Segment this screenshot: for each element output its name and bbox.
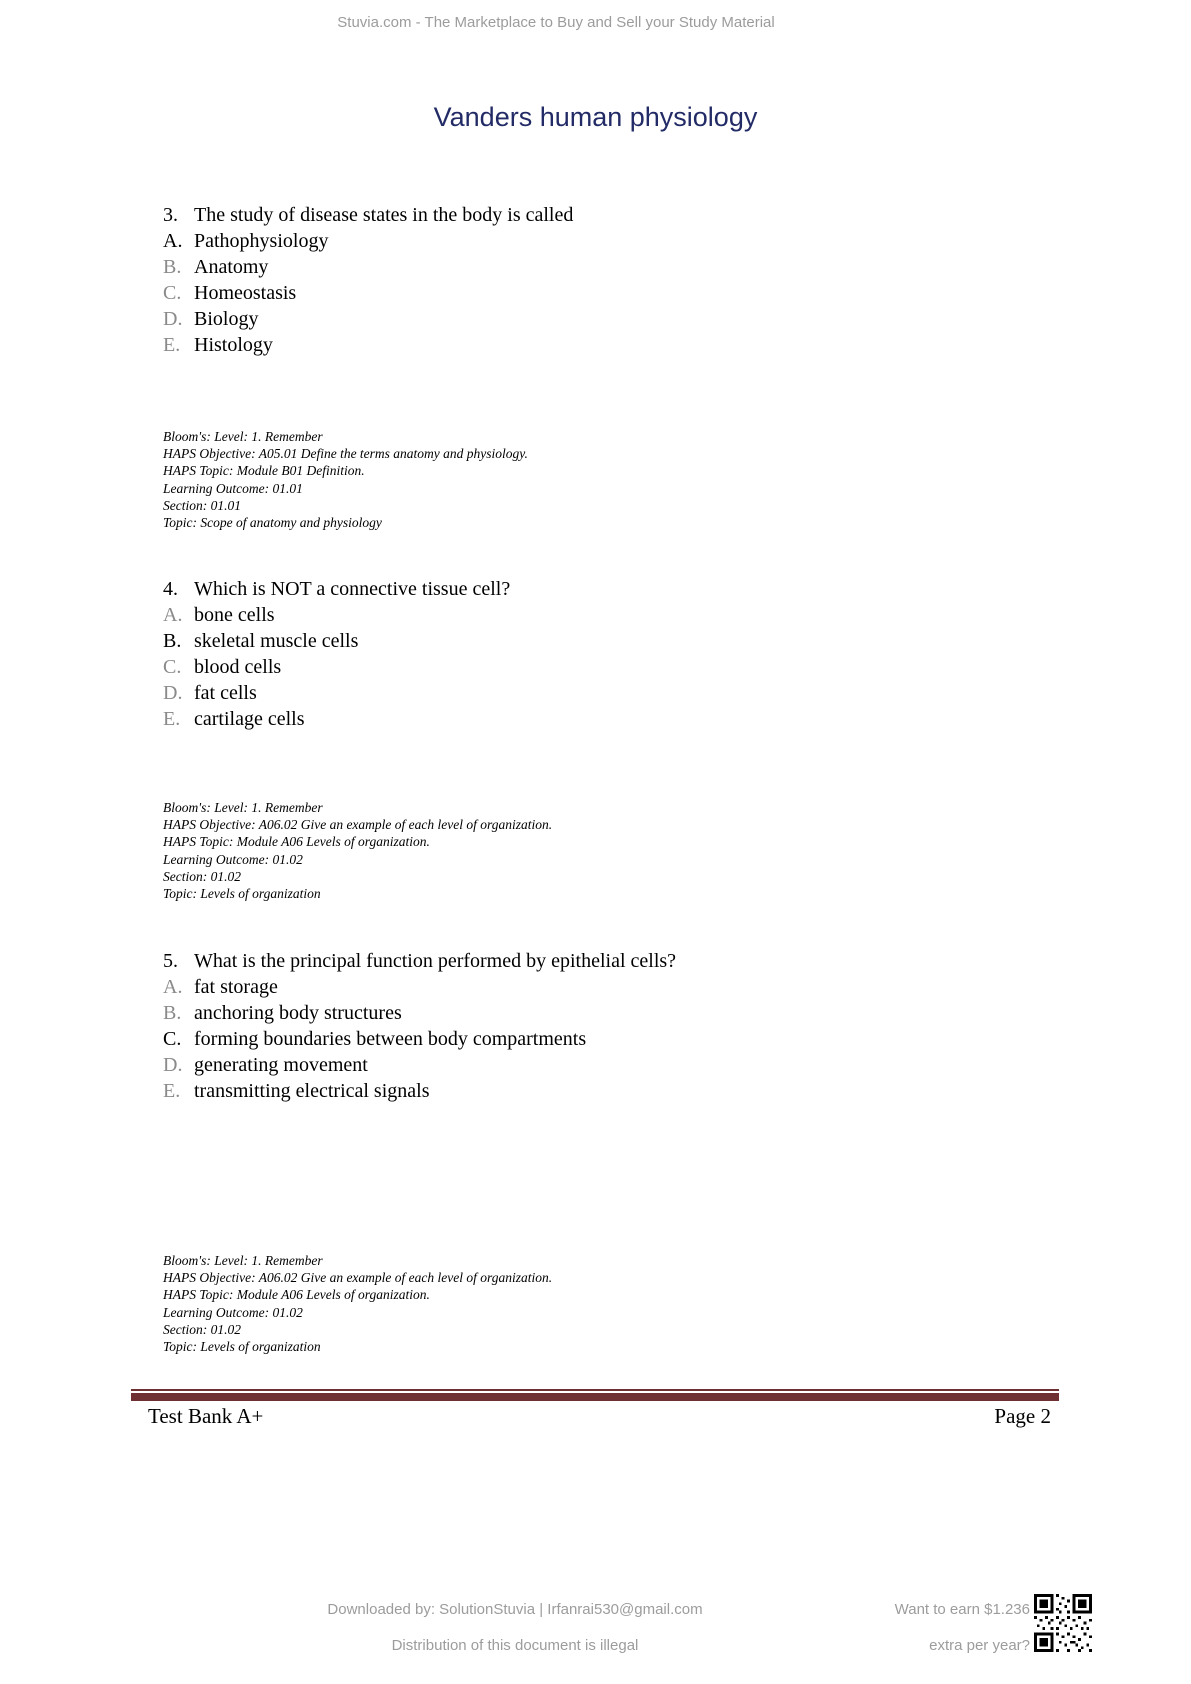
option-text: Homeostasis: [194, 282, 297, 304]
option-letter: B.: [163, 256, 182, 278]
option-letter: C.: [163, 282, 182, 304]
option-row: [163, 1000, 1043, 1026]
question-line: [163, 948, 1043, 974]
distribution-warning-line: Distribution of this document is illegal: [391, 1637, 639, 1654]
question-number: 3.: [163, 204, 178, 226]
option-row: [163, 254, 1043, 280]
option-row: [163, 306, 1043, 332]
meta-line: Bloom's: Level: 1. Remember: [163, 1253, 323, 1268]
option-text: skeletal muscle cells: [194, 630, 359, 652]
option-letter: C.: [163, 1028, 182, 1050]
option-letter: E.: [163, 1080, 181, 1102]
meta-line: HAPS Objective: A05.01 Define the terms anatomy and physiology.: [163, 446, 528, 462]
option-text: blood cells: [194, 656, 282, 678]
option-row: [163, 332, 1043, 358]
meta-line: Section: 01.02: [163, 1321, 241, 1337]
question-text: Which is NOT a connective tissue cell?: [194, 578, 511, 600]
question-block-4: [163, 576, 1043, 732]
option-row: [163, 654, 1043, 680]
option-letter: C.: [163, 656, 182, 678]
meta-line: Topic: Levels of organization: [163, 1339, 321, 1355]
question-line: [163, 202, 1043, 228]
option-text: generating movement: [194, 1054, 368, 1076]
option-text: fat cells: [194, 682, 257, 704]
meta-line: HAPS Topic: Module A06 Levels of organization.: [163, 1287, 430, 1303]
meta-line: Bloom's: Level: 1. Remember: [163, 800, 323, 815]
page-footer: [148, 1404, 1051, 1429]
meta-line: Topic: Scope of anatomy and physiology: [163, 515, 382, 531]
option-text: Anatomy: [194, 256, 269, 278]
question-block-3: [163, 202, 1043, 358]
meta-line: Learning Outcome: 01.01: [163, 480, 303, 496]
option-row: [163, 1052, 1043, 1078]
meta-line: Topic: Levels of organization: [163, 886, 321, 902]
option-text: fat storage: [194, 976, 278, 998]
question-text: The study of disease states in the body is called: [194, 204, 574, 226]
option-letter: A.: [163, 604, 183, 626]
option-text: bone cells: [194, 604, 275, 626]
option-row: [163, 680, 1043, 706]
question-number: 5.: [163, 950, 178, 972]
question-block-5: [163, 948, 1043, 1104]
question-number: 4.: [163, 578, 178, 600]
meta-line: Section: 01.02: [163, 868, 241, 884]
meta-line: HAPS Topic: Module A06 Levels of organization.: [163, 834, 430, 850]
question-3-metadata: [163, 428, 1043, 531]
option-letter: B.: [163, 630, 182, 652]
option-letter: E.: [163, 334, 181, 356]
qr-code-icon: [1034, 1594, 1092, 1652]
option-text: anchoring body structures: [194, 1002, 402, 1024]
meta-line: Learning Outcome: 01.02: [163, 1304, 303, 1320]
stuvia-watermark: Stuvia.com - The Marketplace to Buy and Sell your Study Material: [337, 14, 775, 31]
option-row: [163, 628, 1043, 654]
page-title: Vanders human physiology: [433, 102, 758, 132]
earn-line-2: extra per year?: [929, 1637, 1030, 1654]
option-text: transmitting electrical signals: [194, 1080, 430, 1102]
option-row: [163, 1078, 1043, 1104]
earn-line-1: Want to earn $1.236: [894, 1601, 1030, 1618]
option-row: [163, 602, 1043, 628]
meta-line: HAPS Objective: A06.02 Give an example of each level of organization.: [163, 1270, 553, 1286]
footer-divider: [131, 1389, 1059, 1403]
option-letter: D.: [163, 682, 183, 704]
option-letter: A.: [163, 230, 183, 252]
option-letter: D.: [163, 1054, 183, 1076]
option-text: Biology: [194, 308, 259, 330]
meta-line: Section: 01.01: [163, 497, 241, 513]
meta-line: Learning Outcome: 01.02: [163, 851, 303, 867]
option-letter: A.: [163, 976, 183, 998]
page-number: Page 2: [994, 1404, 1051, 1428]
meta-line: Bloom's: Level: 1. Remember: [163, 429, 323, 444]
option-row: [163, 1026, 1043, 1052]
option-letter: B.: [163, 1002, 182, 1024]
question-5-metadata: [163, 1252, 1043, 1355]
option-row: [163, 974, 1043, 1000]
option-text: forming boundaries between body compartments: [194, 1028, 587, 1050]
downloaded-by-line: Downloaded by: SolutionStuvia | Irfanrai530@gmail.com: [327, 1601, 703, 1618]
option-letter: D.: [163, 308, 183, 330]
meta-line: HAPS Topic: Module B01 Definition.: [163, 463, 365, 479]
meta-line: HAPS Objective: A06.02 Give an example of each level of organization.: [163, 817, 553, 833]
option-letter: E.: [163, 708, 181, 730]
test-bank-label: Test Bank A+: [148, 1404, 264, 1428]
question-line: [163, 576, 1043, 602]
option-text: Histology: [194, 334, 273, 356]
question-text: What is the principal function performed by epithelial cells?: [194, 950, 677, 972]
option-text: Pathophysiology: [194, 230, 329, 252]
option-row: [163, 706, 1043, 732]
option-row: [163, 228, 1043, 254]
question-4-metadata: [163, 799, 1043, 902]
option-row: [163, 280, 1043, 306]
option-text: cartilage cells: [194, 708, 305, 730]
